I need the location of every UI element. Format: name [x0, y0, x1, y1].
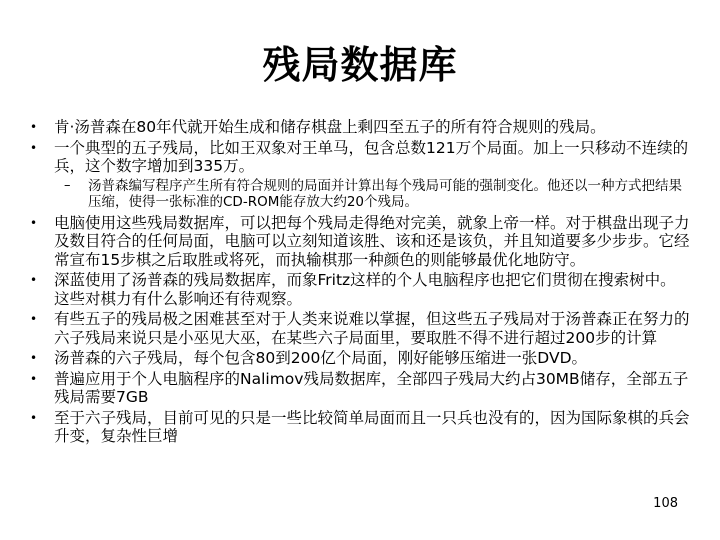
bullet-item [30, 370, 690, 407]
bullet-text: 普遍应用于个人电脑程序的Nalimov残局数据库，全部四子残局大约占30MB储存，全部五子残局需要7GB [54, 369, 689, 406]
bullet-text: 肯·汤普森在80年代就开始生成和储存棋盘上剩四至五子的所有符合规则的残局。 [54, 118, 606, 136]
bullet-item [30, 118, 690, 137]
bullet-list [30, 118, 690, 448]
bullet-item [30, 349, 690, 368]
sub-bullet-item [30, 178, 690, 210]
dash-marker: – [64, 177, 71, 193]
page-number: 108 [653, 496, 678, 511]
bullet-marker: • [30, 312, 38, 326]
bullet-item [30, 139, 690, 176]
bullet-marker: • [30, 215, 38, 230]
bullet-item [30, 271, 690, 308]
slide-title: 残局数据库 [262, 43, 458, 87]
bullet-text: 深蓝使用了汤普森的残局数据库，而象Fritz这样的个人电脑程序也把它们贯彻在搜索树中。这些对棋力有什么影响还有待观察。 [54, 271, 676, 308]
bullet-item [30, 310, 690, 347]
bullet-marker: • [30, 351, 38, 365]
bullet-text: 一个典型的五子残局，比如王双象对王单马，包含总数121万个局面。加上一只移动不连续的兵，这个数字增加到335万。 [54, 138, 689, 175]
bullet-item [30, 214, 690, 270]
bullet-text: 有些五子的残局极之困难甚至对于人类来说难以掌握，但这些五子残局对于汤普森正在努力的六子残局来说只是小巫见大巫，在某些六子局面里，要取胜不得不进行超过200步的计算 [54, 310, 690, 347]
bullet-text: 电脑使用这些残局数据库，可以把每个残局走得绝对完美，就象上帝一样。对于棋盘出现子力及数目符合的任何局面，电脑可以立刻知道该胜、该和还是该负，并且知道要多少步步。它经常宣布15步棋之后取胜或将死，而执输棋那一种颜色的则能够最优化地防守。 [54, 213, 690, 269]
bullet-marker: • [30, 273, 38, 287]
bullet-item [30, 409, 690, 446]
bullet-marker: • [30, 140, 38, 155]
bullet-marker: • [30, 371, 38, 386]
bullet-text: 汤普森的六子残局，每个包含80到200亿个局面，刚好能够压缩进一张DVD。 [54, 349, 588, 367]
bullet-text: 汤普森编写程序产生所有符合规则的局面并计算出每个残局可能的强制变化。他还以一种方式把结果压缩，使得一张标准的CD-ROM能存放大约20个残局。 [88, 177, 682, 210]
bullet-text: 至于六子残局，目前可见的只是一些比较简单局面而且一只兵也没有的，因为国际象棋的兵会升变，复杂性巨增 [54, 408, 690, 445]
bullet-marker: • [30, 410, 38, 425]
bullet-marker: • [30, 120, 38, 134]
